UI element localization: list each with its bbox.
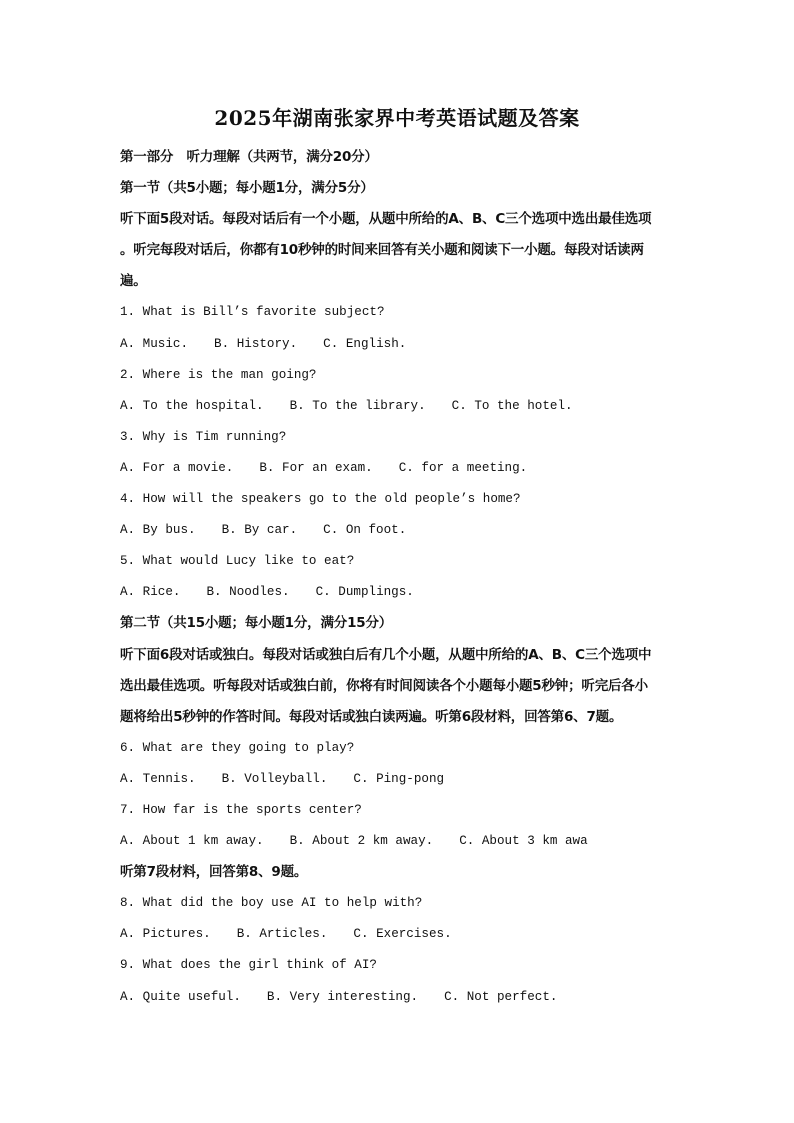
option-b: B. For an exam. bbox=[259, 460, 373, 475]
option-b: B. To the library. bbox=[289, 398, 426, 413]
question-options bbox=[120, 919, 680, 950]
question-options bbox=[120, 515, 680, 546]
option-c: C. for a meeting. bbox=[398, 460, 528, 475]
option-c: C. To the hotel. bbox=[451, 398, 573, 413]
option-c: C. About 3 km awa bbox=[459, 834, 588, 849]
option-b: B. History. bbox=[214, 336, 298, 351]
exam-content bbox=[120, 142, 680, 1013]
option-c: C. Not perfect. bbox=[444, 989, 558, 1004]
option-b: B. Noodles. bbox=[206, 585, 290, 600]
section1-instruction-line: 听下面5段对话。每段对话后有一个小题，从题中所给的A、B、C三个选项中选出最佳选项 bbox=[120, 211, 652, 228]
question-text: 2. Where is the man going? bbox=[120, 367, 317, 382]
question-text: 6. What are they going to play? bbox=[120, 740, 355, 755]
option-b: B. Volleyball. bbox=[221, 771, 328, 786]
option-a: A. Rice. bbox=[120, 585, 181, 600]
question-text: 5. What would Lucy like to eat? bbox=[120, 554, 355, 569]
option-b: B. Articles. bbox=[236, 927, 328, 942]
option-a: A. Quite useful. bbox=[120, 989, 241, 1004]
option-a: A. Music. bbox=[120, 336, 189, 351]
section1-instruction-line: 。听完每段对话后，你都有10秒钟的时间来回答有关小题和阅读下一小题。每段对话读两 bbox=[120, 242, 644, 259]
option-c: C. On foot. bbox=[323, 523, 407, 538]
section2-instruction-line: 听下面6段对话或独白。每段对话或独白后有几个小题，从题中所给的A、B、C三个选项中 bbox=[120, 646, 652, 663]
section2-instruction-line: 选出最佳选项。听每段对话或独白前，你将有时间阅读各个小题每小题5秒钟；听完后各小 bbox=[120, 677, 648, 694]
question-options bbox=[120, 391, 680, 422]
section1-heading: 第一节（共5小题；每小题1分，满分5分） bbox=[120, 180, 374, 197]
option-c: C. English. bbox=[323, 336, 407, 351]
section2-instruction-line: 题将给出5秒钟的作答时间。每段对话或独白读两遍。听第6段材料，回答第6、7题。 bbox=[120, 708, 623, 725]
question-text: 9. What does the girl think of AI? bbox=[120, 958, 377, 973]
material7-prompt: 听第7段材料，回答第8、9题。 bbox=[120, 864, 308, 881]
question-text: 4. How will the speakers go to the old people’s home? bbox=[120, 492, 521, 507]
question-text: 8. What did the boy use AI to help with? bbox=[120, 896, 423, 911]
question-options bbox=[120, 577, 680, 608]
question-text: 1. What is Bill’s favorite subject? bbox=[120, 305, 385, 320]
question-options bbox=[120, 764, 680, 795]
option-a: A. For a movie. bbox=[120, 460, 234, 475]
option-a: A. Pictures. bbox=[120, 927, 211, 942]
question-options bbox=[120, 329, 680, 360]
option-c: C. Exercises. bbox=[353, 927, 452, 942]
option-c: C. Dumplings. bbox=[315, 585, 414, 600]
page-title: 2025年湖南张家界中考英语试题及答案 bbox=[214, 106, 580, 130]
question-text: 7. How far is the sports center? bbox=[120, 802, 362, 817]
part1-heading: 第一部分 听力理解（共两节，满分20分） bbox=[120, 149, 378, 165]
option-b: B. By car. bbox=[221, 523, 298, 538]
question-options bbox=[120, 453, 680, 484]
option-a: A. Tennis. bbox=[120, 771, 196, 786]
option-a: A. About 1 km away. bbox=[120, 834, 264, 849]
section2-heading: 第二节（共15小题；每小题1分，满分15分） bbox=[120, 615, 393, 632]
question-options bbox=[120, 826, 680, 857]
question-options bbox=[120, 982, 680, 1013]
option-a: A. By bus. bbox=[120, 523, 196, 538]
option-a: A. To the hospital. bbox=[120, 398, 264, 413]
section1-instruction-line: 遍。 bbox=[120, 273, 147, 290]
question-text: 3. Why is Tim running? bbox=[120, 429, 287, 444]
option-b: B. Very interesting. bbox=[266, 989, 419, 1004]
option-c: C. Ping-pong bbox=[353, 771, 445, 786]
option-b: B. About 2 km away. bbox=[289, 834, 434, 849]
